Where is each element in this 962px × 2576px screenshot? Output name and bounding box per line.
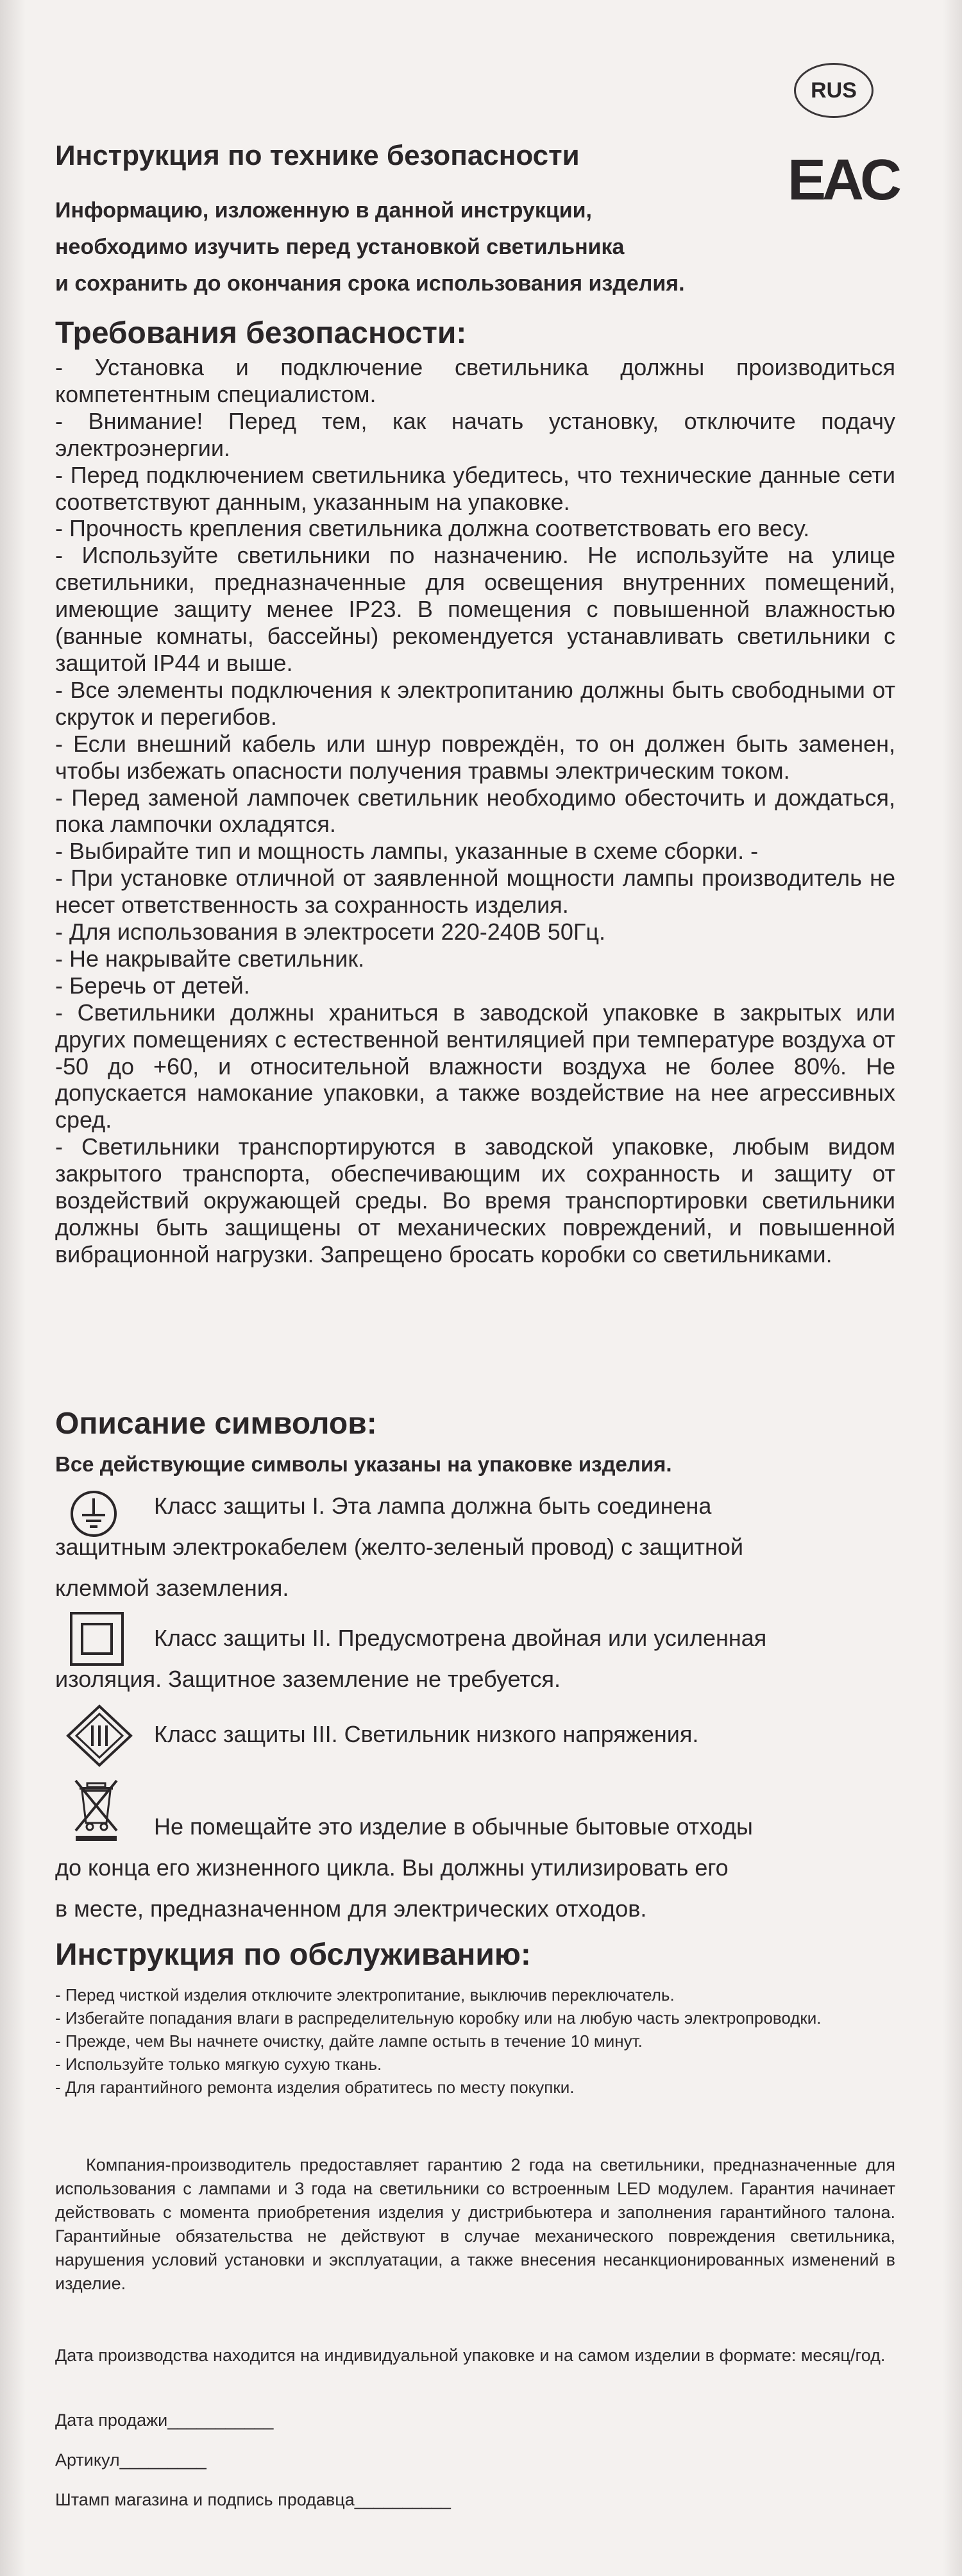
maintenance-item: - Используйте только мягкую сухую ткань. xyxy=(55,2055,382,2074)
production-date-note xyxy=(55,2344,895,2368)
warranty-text xyxy=(55,2153,895,2296)
maintenance-item: - Прежде, чем Вы начнете очистку, дайте лампе остыть в течение 10 минут. xyxy=(55,2031,643,2051)
requirement-item: - Используйте светильники по назначению. Не используйте на улице светильники, предназначенные для освещения внутренних помещений, имеющие защиту менее IP23. В помещения с повышенной влажностью (ванные комнаты, бассейны) рекомендуется устанавливать светильники с защитой IP44 и выше. xyxy=(55,542,895,676)
requirements-list xyxy=(55,354,895,1268)
weee-line: в месте, предназначенном для электрических отходов. xyxy=(55,1895,647,1922)
intro-text xyxy=(55,192,812,302)
weee-line: до конца его жизненного цикла. Вы должны утилизировать его xyxy=(55,1854,729,1881)
requirement-item: - Прочность крепления светильника должна соответствовать его весу. xyxy=(55,515,810,542)
production-date-text: Дата производства находится на индивидуальной упаковке и на самом изделии в формате: месяц/год. xyxy=(55,2346,886,2365)
page-title: Инструкция по технике безопасности xyxy=(55,140,580,171)
requirement-item: - Выбирайте тип и мощность лампы, указанные в схеме сборки. - xyxy=(55,838,759,865)
requirement-item: - Светильники должны храниться в заводской упаковке в закрытых или других помещениях с естественной вентиляцией при температуре воздуха от -50 до +60, и относительной влажности воздуха не более 80%. Не допускается намокание упаковки, а также воздействие на нее агрессивных сред. xyxy=(55,999,895,1133)
article-field: Артикул_________ xyxy=(55,2450,207,2470)
eac-mark: EAC xyxy=(788,148,899,212)
class2-description xyxy=(55,1618,844,1700)
intro-line: необходимо изучить перед установкой светильника xyxy=(55,235,625,259)
requirement-item: - Все элементы подключения к электропитанию должны быть свободными от скруток и перегибов. xyxy=(55,676,895,730)
warranty-paragraph: Компания-производитель предоставляет гарантию 2 года на светильники, предназначенные для использования с лампами и 3 года на светильники со встроенным LED модулем. Гарантия начинает действовать с момента приобретения изделия у дистрибьютера и заполнения гарантийного талона. Гарантийные обязательства не действуют в случае механического повреждения светильника, нарушения условий установки и эксплуатации, а также внесения несанкционированных изменений в изделие. xyxy=(55,2155,895,2293)
maintenance-item: - Избегайте попадания влаги в распределительную коробку или на любую часть электропроводки. xyxy=(55,2008,822,2028)
class2-line: Класс защиты II. Предусмотрена двойная или усиленная xyxy=(154,1625,767,1651)
maintenance-item: - Для гарантийного ремонта изделия обратитесь по месту покупки. xyxy=(55,2078,575,2097)
requirement-item: - Внимание! Перед тем, как начать установку, отключите подачу электроэнергии. xyxy=(55,407,895,461)
requirement-item: - Перед заменой лампочек светильник необходимо обесточить и дождаться, пока лампочки охладятся. xyxy=(55,784,895,838)
requirement-item: - Беречь от детей. xyxy=(55,972,250,999)
class2-line: изоляция. Защитное заземление не требуется. xyxy=(55,1666,561,1692)
class1-description xyxy=(55,1486,844,1609)
requirement-item: - Не накрывайте светильник. xyxy=(55,945,365,972)
rus-mark: RUS xyxy=(794,63,873,118)
intro-line: Информацию, изложенную в данной инструкции, xyxy=(55,198,592,223)
requirement-item: - Для использования в электросети 220-240В 50Гц. xyxy=(55,919,605,945)
maintenance-item: - Перед чисткой изделия отключите электропитание, выключив переключатель. xyxy=(55,1985,675,2004)
sale-date-field: Дата продажи___________ xyxy=(55,2411,274,2430)
paper-edge-left xyxy=(0,0,26,2576)
symbols-subheading: Все действующие символы указаны на упаковке изделия. xyxy=(55,1452,672,1476)
requirement-item: - Установка и подключение светильника должны производиться компетентным специалистом. xyxy=(55,354,895,407)
paper-edge-right xyxy=(943,0,962,2576)
weee-line: Не помещайте это изделие в обычные бытовые отходы xyxy=(154,1813,753,1840)
maintenance-heading: Инструкция по обслуживанию: xyxy=(55,1938,531,1972)
intro-line: и сохранить до окончания срока использования изделия. xyxy=(55,271,685,296)
symbols-heading: Описание символов: xyxy=(55,1407,377,1441)
class1-line: клеммой заземления. xyxy=(55,1575,289,1601)
stamp-signature-field: Штамп магазина и подпись продавца__________ xyxy=(55,2490,451,2509)
class3-line: Класс защиты III. Светильник низкого напряжения. xyxy=(154,1721,699,1747)
class1-line: Класс защиты I. Эта лампа должна быть соединена xyxy=(154,1493,712,1519)
maintenance-list xyxy=(55,1983,895,2099)
requirement-item: - Перед подключением светильника убедитесь, что технические данные сети соответствуют данным, указанным на упаковке. xyxy=(55,461,895,515)
requirement-item: - Светильники транспортируются в заводской упаковке, любым видом закрытого транспорта, обеспечивающим их сохранность и защиту от воздействий окружающей среды. Во время транспортировки светильники должны быть защищены от механических повреждений, и повышенной вибрационной нагрузки. Запрещено бросать коробки со светильниками. xyxy=(55,1133,895,1267)
class1-line: защитным электрокабелем (желто-зеленый провод) с защитной xyxy=(55,1534,743,1560)
requirements-heading: Требования безопасности: xyxy=(55,316,467,350)
requirement-item: - Если внешний кабель или шнур повреждён, то он должен быть заменен, чтобы избежать опасности получения травмы электрическим током. xyxy=(55,730,895,784)
class3-description xyxy=(55,1714,844,1755)
requirement-item: - При установке отличной от заявленной мощности лампы производитель не несет ответственность за сохранность изделия. xyxy=(55,865,895,919)
weee-description xyxy=(55,1806,844,1929)
